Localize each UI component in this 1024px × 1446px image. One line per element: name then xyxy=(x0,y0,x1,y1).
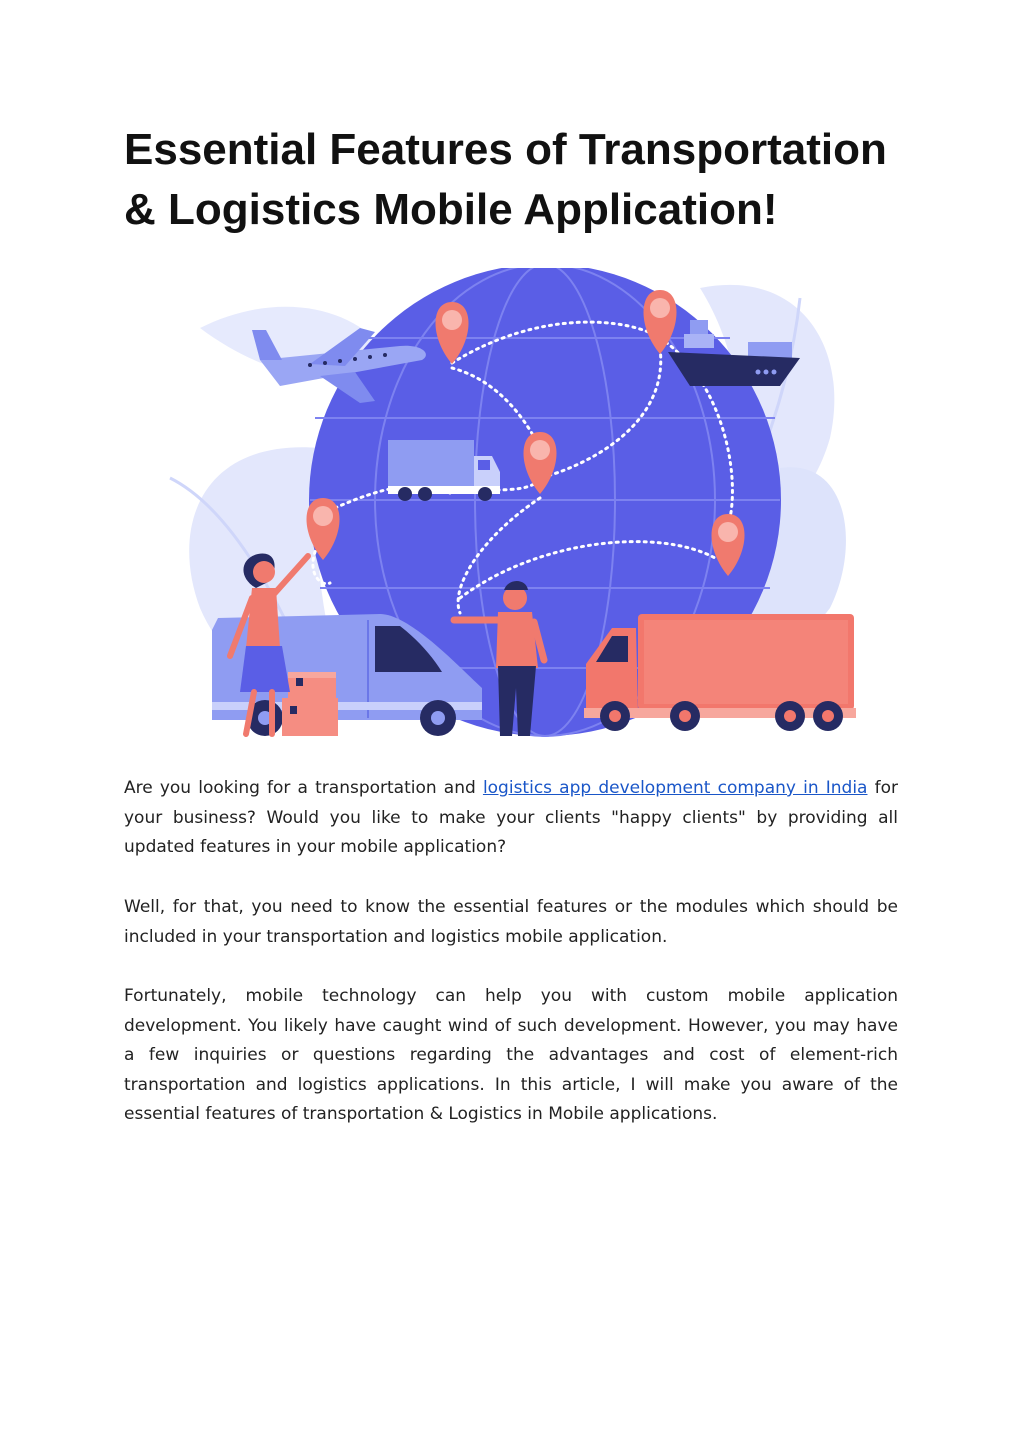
logistics-illustration xyxy=(160,268,860,748)
intro-text-end: for your business? Would you like to make your clients "happy clients" by providing all updated features in your mobile application? xyxy=(124,778,899,858)
features-paragraph: Well, for that, you need to know the essential features or the modules which should be included in your transportation and logistics mobile application. xyxy=(124,897,898,947)
parcel-boxes-icon xyxy=(282,672,338,736)
page-title: Essential Features of Transportation & Logistics Mobile Application! xyxy=(124,125,887,234)
company-link[interactable]: logistics app development company in India xyxy=(482,778,868,798)
intro-paragraph xyxy=(124,774,898,863)
article-paragraph: Fortunately, mobile technology can help you with custom mobile application development. You likely have caught wind of such development. However, you may have a few inquiries or questions regarding the advantages and cost of element-rich transportation and logistics applications. In this article, I will make you aware of the essential features of transportation & Logistics in Mobile applications. xyxy=(124,986,898,1125)
intro-text-start: Are you looking for a transportation and xyxy=(124,778,483,798)
semi-truck-icon xyxy=(584,614,856,731)
